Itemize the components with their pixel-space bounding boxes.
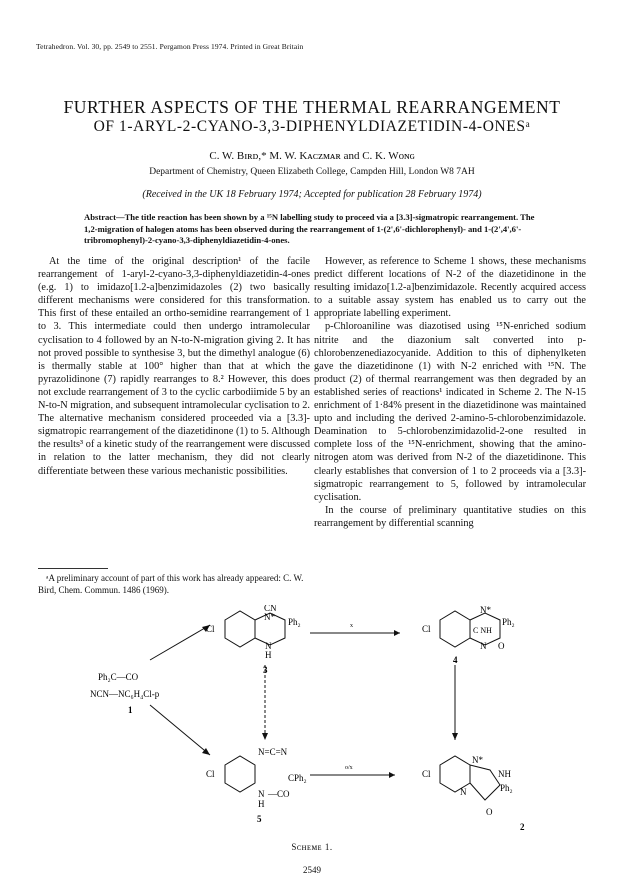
compound-3-benzene-ring [225,611,255,647]
compound-2-imidazole-ring [470,765,500,800]
c4-ph2: Ph₂ [502,617,515,627]
right-paragraph-1: However, as reference to Scheme 1 shows, these mechanisms predict different locations of N-2 of the diazetidinone in the resulting imidazo[1.2-a]benzimidazole. Recently acquired access to a suitable assay system has enabled us to carry out the appropriate labelling experiment. [314,256,586,320]
scheme-1-diagram [60,605,580,840]
arrowhead-3-to-5 [262,733,268,740]
compound-5-number: 5 [257,814,262,824]
right-column [314,255,586,530]
c4-n: N [480,641,487,651]
c4-nstar: N* [480,605,491,615]
c3-cl: Cl [206,624,215,634]
affiliation: Department of Chemistry, Queen Elizabeth College, Campden Hill, London W8 7AH [149,167,475,177]
left-column [38,255,310,478]
right-paragraph-3: In the course of preliminary quantitative studies on this rearrangement by differential scanning [314,504,586,529]
abstract-text: —The title reaction has been shown by a ¹⁵N labelling study to proceed via a [3.3]-sigmatropic rearrangement. The 1,2-migration of halogen atoms has been observed during the rearrangement of 1-(2',6'-dichlorophenyl)- and 1-(2',4',6'-tribromophenyl)-2-cyano-3,3-diphenyldiazetidin-4-ones. [84,212,535,245]
running-head: Tetrahedron. Vol. 30, pp. 2549 to 2551. Pergamon Press 1974. Printed in Great Britain [36,42,304,51]
compound-2-number: 2 [520,822,525,832]
abstract [84,212,540,247]
c3-h: H [265,650,272,660]
c2-nh: NH [498,769,511,779]
c4-cl: Cl [422,624,431,634]
scheme-caption: Sᴄʜᴇᴍᴇ 1. [291,842,333,852]
left-paragraph-1: At the time of the original description¹ of the facile rearrangement of 1-aryl-2-cyano-3,3-diphenyldiazetidin-4-ones (e.g. 1) to imidazo[1.2-a]benzimidazoles (2) two basically different mechanisms were considered for this transformation. This first of these entailed an ortho-semidine rearrangement of 1 to 3. This intermediate could then undergo intramolecular cyclisation to 4 followed by an N-to-N-migration giving 2. It has not proved possible to synthesise 3, but the dimethyl analogue (6) is thermally stable at 100° higher than that at which the pyrazolidinone (7) rapidly rearranges to 8.² However, this does not exclude rearrangement of 3 to the cyclic carbodiimide 5 by an N-to-N migration, and subsequent intramolecular cyclisation to 2. The alternative mechanism considered proceeded via a [3.3]-sigmatropic rearrangement of the diazetidinone (1) to 5. Although the results³ of a kinetic study of the rearrangement were discussed in relation to the latter mechanism, they did not clearly differentiate between these various mechanistic possibilities. [38,256,310,477]
c1-ncn-nc6h4cl: NCN—NC₆H₄Cl-p [90,689,160,699]
article-title-line2: OF 1-ARYL-2-CYANO-3,3-DIPHENYLDIAZETIDIN-4-ONESᵃ [93,118,531,135]
c2-n: N [460,787,467,797]
right-paragraph-2: p-Chloroaniline was diazotised using ¹⁵N-enriched sodium nitrite and the diazonium salt converted into p-chlorobenzenediazocyanide. Addition to this of diphenylketen gave the diazetidinone (1) with N-2 enriched with ¹⁵N. The product (2) of thermal rearrangement was then degraded by an established series of reactions¹ indicated in Scheme 2. The N-15 enrichment of 1·84% present in the diazetidinone was maintained upto and including the derived 2-amino-5-chlorobenzimidazole. Deamination to 5-chlorobenzimidazolid-2-one resulted in complete loss of the ¹⁵N-enrichment, showing that the amino-nitrogen atom was derived from N-2 of the diazetidinone. This clearly establishes that conversion of 1 to 2 proceeds via a [3.3]-sigmatropic rearrangement to 5, followed by intramolecular cyclisation. [314,321,586,503]
c5-co: —CO [268,789,290,799]
article-title-line1: FURTHER ASPECTS OF THE THERMAL REARRANGEMENT [63,97,561,117]
c5-carbodiimide: N=C=N [258,747,288,757]
arrowhead-3-to-4 [394,630,400,636]
authors: C. W. Bɪʀᴅ,* M. W. Kᴀᴄᴢᴍᴀʀ and C. K. Wᴏɴɢ [209,150,415,162]
compound-5-benzene-ring [225,756,255,792]
c3-nstar: N* [264,612,275,622]
arrow-3-4-label: x [350,623,353,629]
page-number: 2549 [303,865,321,875]
c5-n: N [258,789,265,799]
footnote: ᵃA preliminary account of part of this work has already appeared: C. W. Bird, Chem. Commun. 1486 (1969). [38,573,304,595]
compound-4-benzene-ring [440,611,470,647]
c5-h: H [258,799,265,809]
c2-o: O [486,807,493,817]
c1-ph2c-co: Ph₂C—CO [98,672,139,682]
c2-nstar: N* [472,755,483,765]
abstract-label: Abstract [84,212,116,222]
c3-n: N [265,641,272,651]
compound-3-number: 3 [263,665,268,675]
c2-ph2: Ph₂ [500,783,513,793]
arrowhead-4-to-2 [452,733,458,740]
footnote-rule [38,568,108,569]
c4-o: O [498,641,505,651]
compound-4-number: 4 [453,655,458,665]
arrowhead-5-to-2 [389,772,395,778]
arrow-1-to-3 [150,625,210,660]
c5-cph2: CPh₂ [288,773,307,783]
c5-cl: Cl [206,769,215,779]
compound-1-number: 1 [128,705,133,715]
c4-cnh: C NH [473,626,492,635]
c3-ph2: Ph₂ [288,617,301,627]
arrow-5-2-label: o/x [345,765,353,771]
received-dates: (Received in the UK 18 February 1974; Accepted for publication 28 February 1974) [142,189,482,200]
arrow-1-to-5 [150,705,210,755]
c2-cl: Cl [422,769,431,779]
c3-cn: CN [264,605,277,613]
